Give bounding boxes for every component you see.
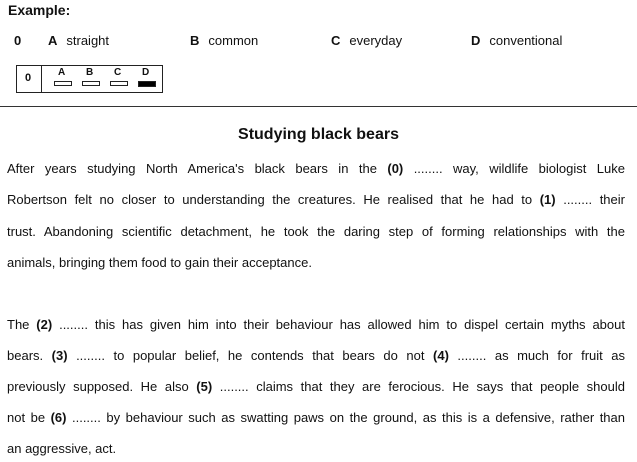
gap-number: (3) (51, 348, 68, 363)
passage-line (7, 161, 625, 177)
gap-number: (0) (387, 161, 404, 176)
passage-line (7, 410, 625, 426)
passage-text: ........ to popular belief, he contends that bears do not (67, 348, 434, 363)
answer-letter-d: D (142, 67, 150, 78)
option-d-letter: D (471, 33, 481, 48)
option-b-letter: B (190, 33, 200, 48)
answer-bubble-c (110, 81, 128, 86)
passage-text: ........ their (555, 192, 625, 207)
passage-text: not be (7, 410, 51, 425)
passage-text: After years studying North America's black bears in the (7, 161, 388, 176)
option-a (48, 33, 109, 48)
gap-number: (2) (36, 317, 53, 332)
passage-text: ........ as much for fruit as (448, 348, 625, 363)
passage-title: Studying black bears (238, 126, 399, 143)
passage-text: ........ this has given him into their behaviour has allowed him to dispel certain myths about (52, 317, 625, 332)
option-c (331, 33, 402, 48)
example-heading: Example: (8, 2, 71, 18)
option-c-letter: C (331, 33, 341, 48)
passage-line (7, 379, 625, 395)
passage-text: The (7, 317, 37, 332)
passage-text: previously supposed. He also (7, 379, 197, 394)
passage-line (7, 224, 625, 240)
passage-line (7, 348, 625, 364)
passage-text: animals, bringing them food to gain their acceptance. (7, 255, 312, 270)
passage-line (7, 317, 625, 333)
option-c-text: everyday (349, 33, 403, 48)
option-d (471, 33, 562, 48)
option-a-letter: A (48, 33, 58, 48)
section-divider (0, 106, 637, 107)
answer-bubble-d-selected (138, 81, 156, 87)
gap-number: (4) (433, 348, 449, 363)
answer-letter-b: B (86, 67, 94, 78)
passage-line (7, 192, 625, 208)
passage-text: trust. Abandoning scientific detachment, he took the daring step of forming relationships with the (7, 224, 625, 239)
passage-text: ........ claims that they are ferocious. He says that people should (212, 379, 625, 394)
passage-text: bears. (7, 348, 52, 363)
passage-text: Robertson felt no closer to understanding the creatures. He realised that he had to (7, 192, 540, 207)
option-d-text: conventional (489, 33, 563, 48)
passage-line (7, 441, 625, 456)
answer-bubble-a (54, 81, 72, 86)
option-b (190, 33, 258, 48)
option-a-text: straight (66, 33, 110, 48)
gap-number: (5) (196, 379, 213, 394)
example-question-number: 0 (14, 33, 22, 48)
answer-letter-c: C (114, 67, 122, 78)
option-b-text: common (208, 33, 259, 48)
passage-text: ........ way, wildlife biologist Luke (403, 161, 625, 176)
answer-bubble-b (82, 81, 100, 86)
passage-text: an aggressive, act. (7, 441, 117, 456)
answer-sheet-example (16, 65, 163, 93)
answer-letter-a: A (58, 67, 66, 78)
answer-sheet-divider (41, 66, 42, 92)
answer-sheet-number: 0 (25, 72, 32, 84)
gap-number: (1) (539, 192, 556, 207)
passage-text: ........ by behaviour such as swatting paws on the ground, as this is a defensive, rather than (66, 410, 625, 425)
passage-line (7, 255, 625, 270)
gap-number: (6) (50, 410, 67, 425)
